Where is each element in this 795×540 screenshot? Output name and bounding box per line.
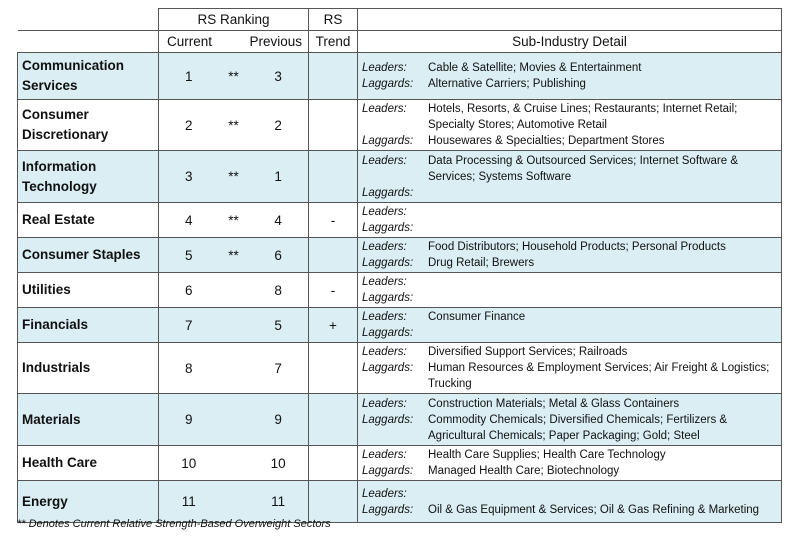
overweight-mark: ** [228,68,239,84]
sector-name: Consumer Staples [18,238,159,273]
rs-trend [309,343,358,394]
sector-name: Utilities [18,273,159,308]
current-rank: 2 [185,117,193,133]
rs-trend [309,481,358,523]
laggards-text: Oil & Gas Equipment & Services; Oil & Gas Refining & Marketing [428,503,760,516]
sub-industry-detail [358,203,782,238]
leaders-label: Leaders: [362,206,407,218]
laggards-text: Commodity Chemicals; Diversified Chemicals; Fertilizers & Agricultural Chemicals; Paper Packaging; Gold; Steel [428,413,728,442]
rank-cell [159,273,309,308]
table-row [18,481,782,523]
sector-name: Health Care [18,446,159,481]
previous-rank: 2 [274,117,282,133]
current-rank: 11 [181,494,196,509]
laggards-label: Laggards: [362,465,414,477]
laggards-line [362,325,777,341]
leaders-text [428,204,777,220]
rs-trend [309,238,358,273]
header-sub-industry: Sub-Industry Detail [358,31,782,53]
table-row [18,238,782,273]
leaders-line [362,447,777,463]
laggards-label: Laggards: [362,292,414,304]
rank-cell [159,343,309,394]
table-row [18,394,782,446]
previous-rank: 5 [274,317,282,333]
laggards-label: Laggards: [362,413,414,426]
rs-trend [309,53,358,100]
rs-trend: - [309,203,358,238]
overweight-mark: ** [228,117,239,133]
overweight-mark: ** [228,247,239,263]
leaders-line [362,239,777,255]
leaders-label: Leaders: [362,276,407,288]
current-rank: 6 [185,282,193,298]
current-rank: 1 [185,68,193,84]
table-row [18,53,782,100]
sub-industry-detail [358,446,782,481]
header-rs-ranking: RS Ranking [159,9,309,31]
sector-name: Materials [18,394,159,446]
previous-rank: 11 [271,494,286,509]
laggards-label: Laggards: [362,257,414,269]
table-row [18,273,782,308]
laggards-line [362,76,777,92]
header-current: Current [167,34,213,49]
laggards-line [362,185,777,201]
rs-trend: - [309,273,358,308]
leaders-label: Leaders: [362,103,407,115]
rs-trend [309,446,358,481]
current-rank: 9 [185,412,193,427]
leaders-text: Cable & Satellite; Movies & Entertainment [428,62,642,74]
sub-industry-detail [358,151,782,203]
leaders-line [362,274,777,290]
leaders-label: Leaders: [362,449,407,461]
leaders-label: Leaders: [362,346,407,358]
sub-industry-detail [358,481,782,523]
laggards-line [362,133,777,149]
previous-rank: 10 [270,455,286,471]
rs-trend: + [309,308,358,343]
rs-trend [309,100,358,151]
laggards-label: Laggards: [362,503,414,516]
leaders-label: Leaders: [362,311,407,323]
laggards-line [362,255,777,271]
laggards-line [362,360,777,392]
sub-industry-detail [358,238,782,273]
rank-cell [159,100,309,151]
leaders-label: Leaders: [362,154,407,167]
rs-ranking-table [17,8,782,523]
laggards-text: Managed Health Care; Biotechnology [428,465,620,477]
current-rank: 3 [185,169,193,184]
laggards-label: Laggards: [362,78,414,90]
rank-cell [159,151,309,203]
sub-industry-detail [358,394,782,446]
laggards-label: Laggards: [362,222,414,234]
leaders-text: Hotels, Resorts, & Cruise Lines; Restaurants; Internet Retail; Specialty Stores; Automotive Retail [428,103,738,131]
laggards-text [428,220,777,236]
rank-cell [159,481,309,523]
leaders-line [362,153,777,185]
sector-name: Consumer Discretionary [18,100,159,151]
header-rs: RS [309,9,358,31]
leaders-label: Leaders: [362,62,407,74]
laggards-text: Housewares & Specialties; Department Stores [428,135,665,147]
table-row [18,203,782,238]
leaders-line [362,486,777,502]
laggards-line [362,412,777,444]
leaders-text [428,486,777,502]
table-row [18,446,782,481]
overweight-mark: ** [228,212,239,228]
sector-name: Real Estate [18,203,159,238]
laggards-line [362,463,777,479]
sub-industry-detail [358,53,782,100]
table-row [18,308,782,343]
previous-rank: 8 [274,282,282,298]
rs-trend [309,151,358,203]
laggards-label: Laggards: [362,362,414,374]
header-previous: Previous [249,34,302,49]
leaders-label: Leaders: [362,487,407,500]
header-blank-2 [18,31,159,53]
rank-cell [159,394,309,446]
laggards-line [362,290,777,306]
laggards-text: Drug Retail; Brewers [428,257,535,269]
previous-rank: 4 [274,212,282,228]
table-row [18,343,782,394]
footnote: ** Denotes Current Relative Strength-Based Overweight Sectors [17,518,331,530]
leaders-text: Food Distributors; Household Products; Personal Products [428,241,726,253]
laggards-label: Laggards: [362,135,414,147]
laggards-text [428,325,777,341]
sub-industry-detail [358,343,782,394]
rank-cell [159,308,309,343]
sector-name: Communication Services [18,53,159,100]
leaders-line [362,344,777,360]
laggards-text: Alternative Carriers; Publishing [428,78,586,90]
previous-rank: 7 [274,360,282,376]
table-row [18,151,782,203]
rank-cell [159,446,309,481]
laggards-label: Laggards: [362,186,414,199]
previous-rank: 1 [274,169,282,184]
laggards-text: Human Resources & Employment Services; Air Freight & Logistics; Trucking [428,362,770,390]
overweight-mark: ** [228,169,239,184]
rs-trend [309,394,358,446]
leaders-line [362,309,777,325]
previous-rank: 6 [274,247,282,263]
sector-name: Financials [18,308,159,343]
leaders-text [428,274,777,290]
leaders-text: Construction Materials; Metal & Glass Containers [428,397,680,410]
rank-cell [159,203,309,238]
rank-cell [159,238,309,273]
sub-industry-detail [358,273,782,308]
laggards-line [362,220,777,236]
laggards-label: Laggards: [362,327,414,339]
sector-name: Industrials [18,343,159,394]
header-blank [18,9,159,31]
sector-name: Information Technology [18,151,159,203]
current-rank: 8 [185,360,193,376]
laggards-line [362,502,777,518]
header-trend: Trend [309,31,358,53]
sector-name: Energy [18,481,159,523]
current-rank: 10 [181,455,197,471]
current-rank: 4 [185,212,193,228]
leaders-label: Leaders: [362,397,407,410]
leaders-text: Consumer Finance [428,311,526,323]
current-rank: 5 [185,247,193,263]
leaders-text: Health Care Supplies; Health Care Technology [428,449,666,461]
leaders-text: Data Processing & Outsourced Services; Internet Software & Services; Systems Software [428,154,739,183]
header-ranking-sub [159,31,309,53]
previous-rank: 9 [274,412,282,427]
laggards-text [428,290,777,306]
leaders-line [362,101,777,133]
leaders-line [362,60,777,76]
previous-rank: 3 [274,68,282,84]
leaders-line [362,396,777,412]
leaders-label: Leaders: [362,241,407,253]
table-row [18,100,782,151]
rank-cell [159,53,309,100]
leaders-text: Diversified Support Services; Railroads [428,346,628,358]
sub-industry-detail [358,100,782,151]
header-detail-blank [358,9,782,31]
laggards-text [428,185,777,201]
current-rank: 7 [185,317,193,333]
leaders-line [362,204,777,220]
sub-industry-detail [358,308,782,343]
